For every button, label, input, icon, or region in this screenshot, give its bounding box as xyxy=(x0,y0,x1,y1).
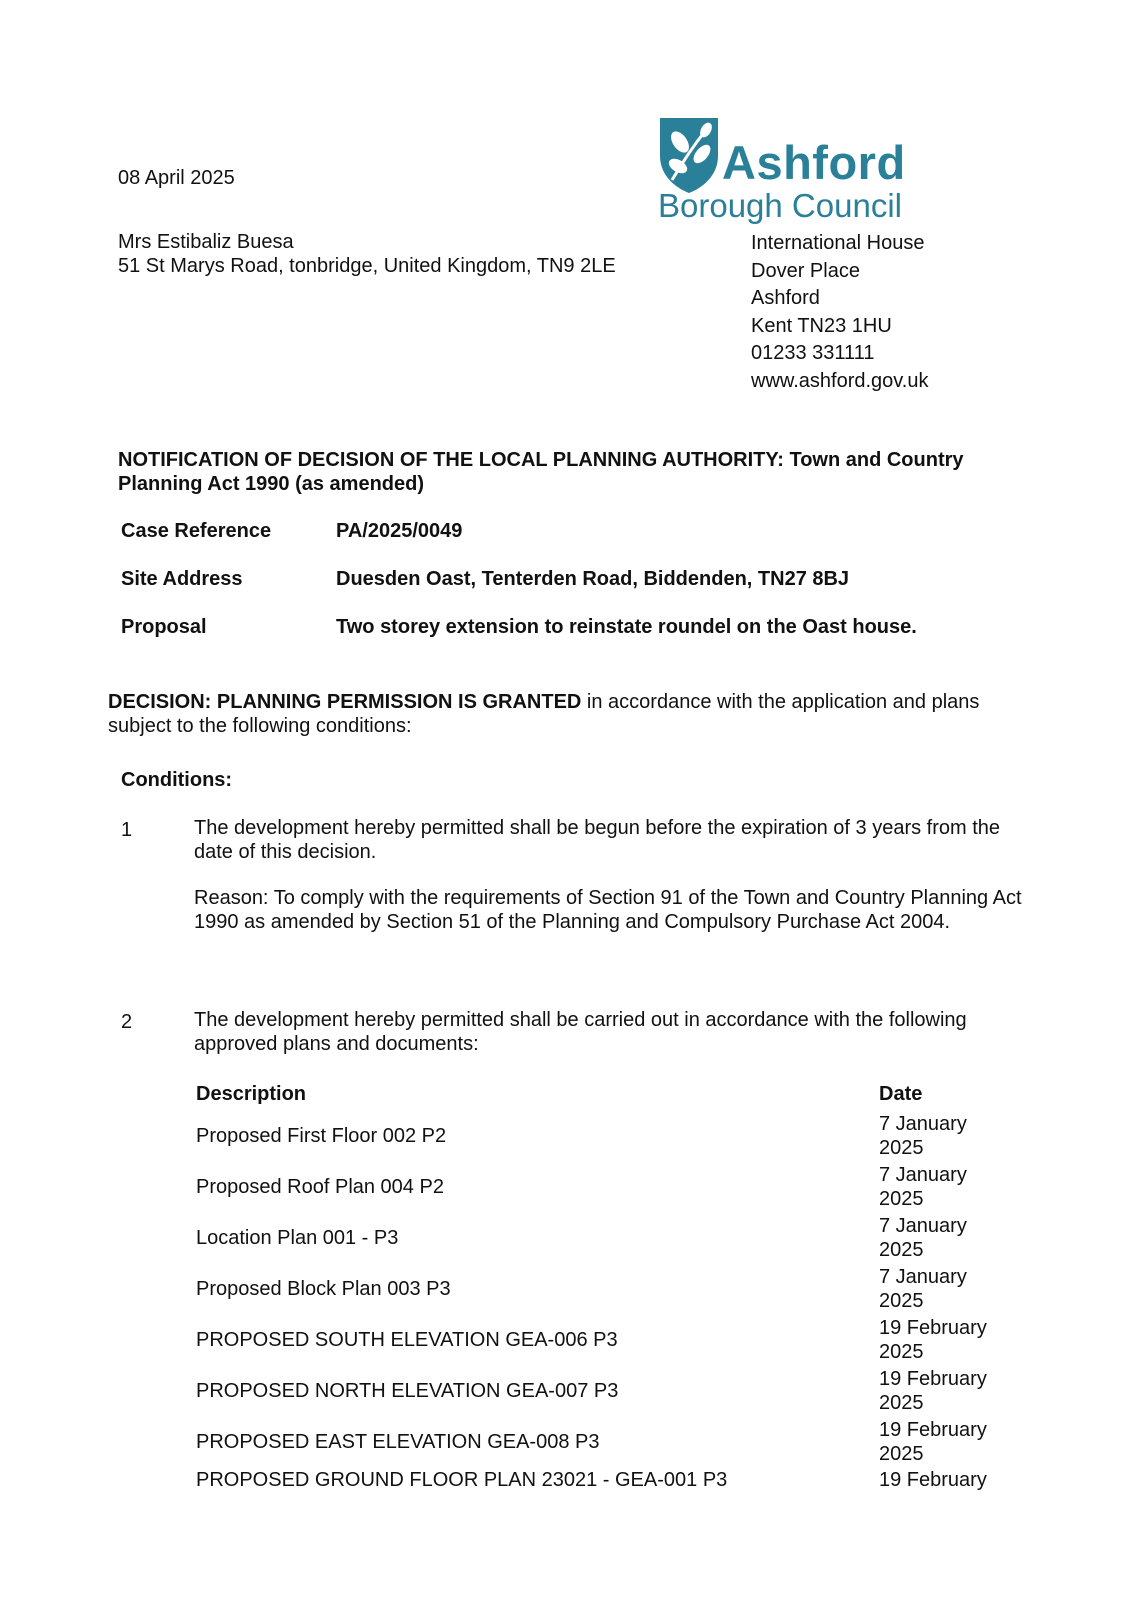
council-crest-icon xyxy=(658,116,720,194)
plan-description: PROPOSED NORTH ELEVATION GEA-007 P3 xyxy=(196,1380,619,1402)
date-column-header: Date xyxy=(879,1083,923,1105)
plan-date: 19 February 2025 xyxy=(879,1317,987,1363)
table-row xyxy=(196,1214,1016,1264)
table-row xyxy=(196,1163,1016,1213)
plan-date: 19 February xyxy=(879,1469,987,1491)
decision-heading: DECISION: PLANNING PERMISSION IS GRANTED xyxy=(108,691,582,713)
proposal-label: Proposal xyxy=(121,616,207,638)
notification-title: NOTIFICATION OF DECISION OF THE LOCAL PLANNING AUTHORITY: Town and Country Planning Act 1990 (as amended) xyxy=(118,449,964,495)
council-logo xyxy=(658,112,918,222)
council-address xyxy=(751,230,929,395)
plan-date: 7 January 2025 xyxy=(879,1113,967,1159)
case-reference-label: Case Reference xyxy=(121,520,272,542)
letter-date: 08 April 2025 xyxy=(118,167,235,189)
plan-date: 19 February 2025 xyxy=(879,1419,987,1465)
recipient-block xyxy=(118,230,618,278)
plan-description: Proposed First Floor 002 P2 xyxy=(196,1125,447,1147)
plan-date: 7 January 2025 xyxy=(879,1164,967,1210)
decision-statement xyxy=(108,690,1038,738)
council-address-line: Dover Place xyxy=(751,259,860,282)
table-row xyxy=(196,1418,1016,1468)
council-address-line: Kent TN23 1HU xyxy=(751,314,892,337)
plan-date: 7 January 2025 xyxy=(879,1266,967,1312)
site-address-row xyxy=(121,566,1041,592)
proposal-value: Two storey extension to reinstate roundel on the Oast house. xyxy=(336,616,917,638)
case-reference-row xyxy=(121,518,1041,544)
council-phone: 01233 331111 xyxy=(751,342,875,364)
recipient-address: 51 St Marys Road, tonbridge, United Kingdom, TN9 2LE xyxy=(118,255,616,277)
condition-number: 1 xyxy=(121,819,133,841)
plan-description: PROPOSED SOUTH ELEVATION GEA-006 P3 xyxy=(196,1329,618,1351)
site-address-value: Duesden Oast, Tenterden Road, Biddenden, TN27 8BJ xyxy=(336,568,850,590)
condition-reason: Reason: To comply with the requirements of Section 91 of the Town and Country Planning Act 1990 as amended by Section 51 of the Planning and Compulsory Purchase Act 2004. xyxy=(194,887,1022,933)
table-row xyxy=(196,1316,1016,1366)
council-address-line: International House xyxy=(751,232,925,254)
table-row xyxy=(196,1112,1016,1162)
table-row xyxy=(196,1367,1016,1417)
description-column-header: Description xyxy=(196,1083,307,1105)
plan-description: Proposed Block Plan 003 P3 xyxy=(196,1278,451,1300)
logo-name-line1: Ashford xyxy=(722,136,906,189)
site-address-label: Site Address xyxy=(121,568,243,590)
decision-text: in accordance with the application and plans subject to the following conditions: xyxy=(108,691,980,737)
plan-description: PROPOSED GROUND FLOOR PLAN 23021 - GEA-001 P3 xyxy=(196,1469,728,1491)
conditions-heading: Conditions: xyxy=(121,769,233,791)
logo-name-line2: Borough Council xyxy=(658,187,902,224)
council-website: www.ashford.gov.uk xyxy=(751,369,929,392)
recipient-name: Mrs Estibaliz Buesa xyxy=(118,231,294,253)
plan-description: Location Plan 001 - P3 xyxy=(196,1227,399,1249)
condition-text: The development hereby permitted shall be carried out in accordance with the following approved plans and documents: xyxy=(194,1009,967,1055)
condition-number: 2 xyxy=(121,1011,133,1033)
table-row xyxy=(196,1468,1016,1494)
case-reference-value: PA/2025/0049 xyxy=(336,520,463,542)
condition-text: The development hereby permitted shall be begun before the expiration of 3 years from the date of this decision. xyxy=(194,817,1001,863)
table-row xyxy=(196,1265,1016,1315)
plan-date: 19 February 2025 xyxy=(879,1368,987,1414)
plan-description: PROPOSED EAST ELEVATION GEA-008 P3 xyxy=(196,1431,600,1453)
proposal-row xyxy=(121,614,1041,640)
plan-date: 7 January 2025 xyxy=(879,1215,967,1261)
council-address-line: Ashford xyxy=(751,287,820,309)
plan-description: Proposed Roof Plan 004 P2 xyxy=(196,1176,444,1198)
